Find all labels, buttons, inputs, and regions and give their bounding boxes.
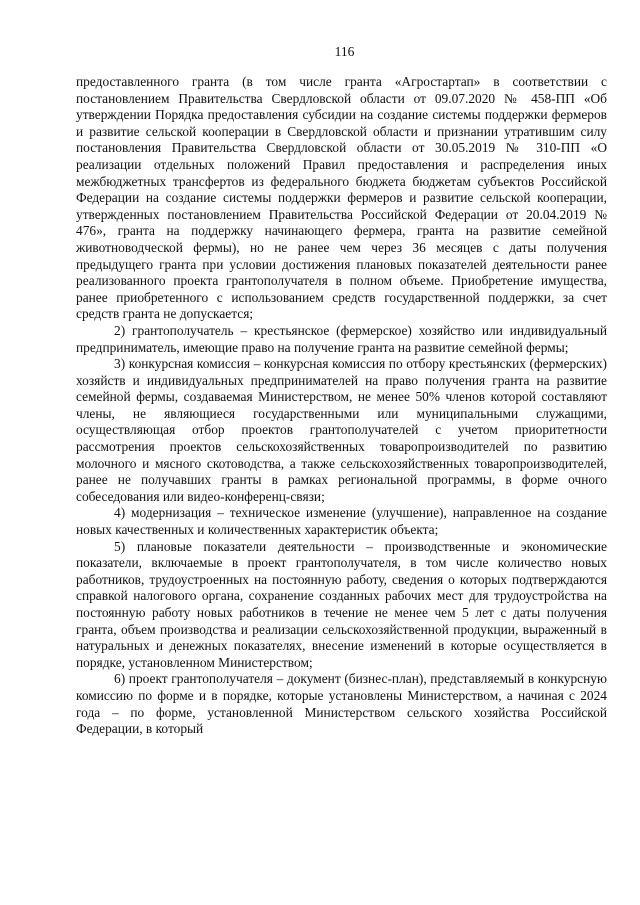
page-number: 116 [334, 44, 355, 59]
paragraph: предоставленного гранта (в том числе гранта «Агростартап» в соответствии с постановлением Правительства Свердловской области от 09.07.2020 № 458-ПП «Об утверждении Порядка предоставления субсидии на создание системы поддержки фермеров и развитие сельской кооперации в Свердловской области и признании утратившим силу постановления Правительства Свердловской области от 30.05.2019 № 310-ПП «О реализации отдельных положений Правил предоставления и распределения иных межбюджетных трансфертов из федерального бюджета бюджетам субъектов Российской Федерации на создание системы поддержки фермеров и развитие сельской кооперации, утвержденных постановлением Правительства Российской Федерации от 20.04.2019 № 476», гранта на поддержку начинающего фермера, гранта на развитие семейной животноводческой фермы), но не ранее чем через 36 месяцев с даты получения предыдущего гранта при условии достижения плановых показателей деятельности ранее реализованного проекта грантополучателя в полном объеме. Приобретение имущества, ранее приобретенного с использованием средств государственной поддержки, за счет средств гранта не допускается; [76, 74, 607, 322]
paragraph: 3) конкурсная комиссия – конкурсная комиссия по отбору крестьянских (фермерских) хозяйств и индивидуальных предпринимателей на право получения гранта на развитие семейной фермы, создаваемая Министерством, не менее 50% членов которой составляют члены, не являющиеся государственными или муниципальными служащими, осуществляющая отбор проектов грантополучателей с учетом приоритетности рассмотрения проектов сельскохозяйственных товаропроизводителей по развитию молочного и мясного скотоводства, а также сельскохозяйственных товаропроизводителей, ранее не получавших гранты в рамках региональной программы, в форме очного собеседования или видео-конференц-связи; [76, 356, 607, 504]
paragraph: 6) проект грантополучателя – документ (бизнес-план), представляемый в конкурсную комиссию по форме и в порядке, которые установлены Министерством, а начиная с 2024 года – по форме, установленной Министерством сельского хозяйства Российской Федерации, в который [76, 671, 607, 737]
paragraph: 4) модернизация – техническое изменение (улучшение), направленное на создание новых качественных и количественных характеристик объекта; [76, 505, 607, 538]
document-body [76, 74, 607, 738]
paragraph: 2) грантополучатель – крестьянское (фермерское) хозяйство или индивидуальный предприниматель, имеющие право на получение гранта на развитие семейной фермы; [76, 322, 607, 355]
paragraph: 5) плановые показатели деятельности – производственные и экономические показатели, включаемые в проект грантополучателя, в том числе количество новых работников, трудоустроенных на постоянную работу, сведения о которых подтверждаются справкой налогового органа, сохранение созданных рабочих мест для трудоустройства на постоянную работу новых работников в течение не менее чем 5 лет с даты получения гранта, объем производства и реализации сельскохозяйственной продукции, выраженный в натуральных и денежных показателях, внесение изменений в которые осуществляется в порядке, установленном Министерством; [76, 538, 607, 670]
